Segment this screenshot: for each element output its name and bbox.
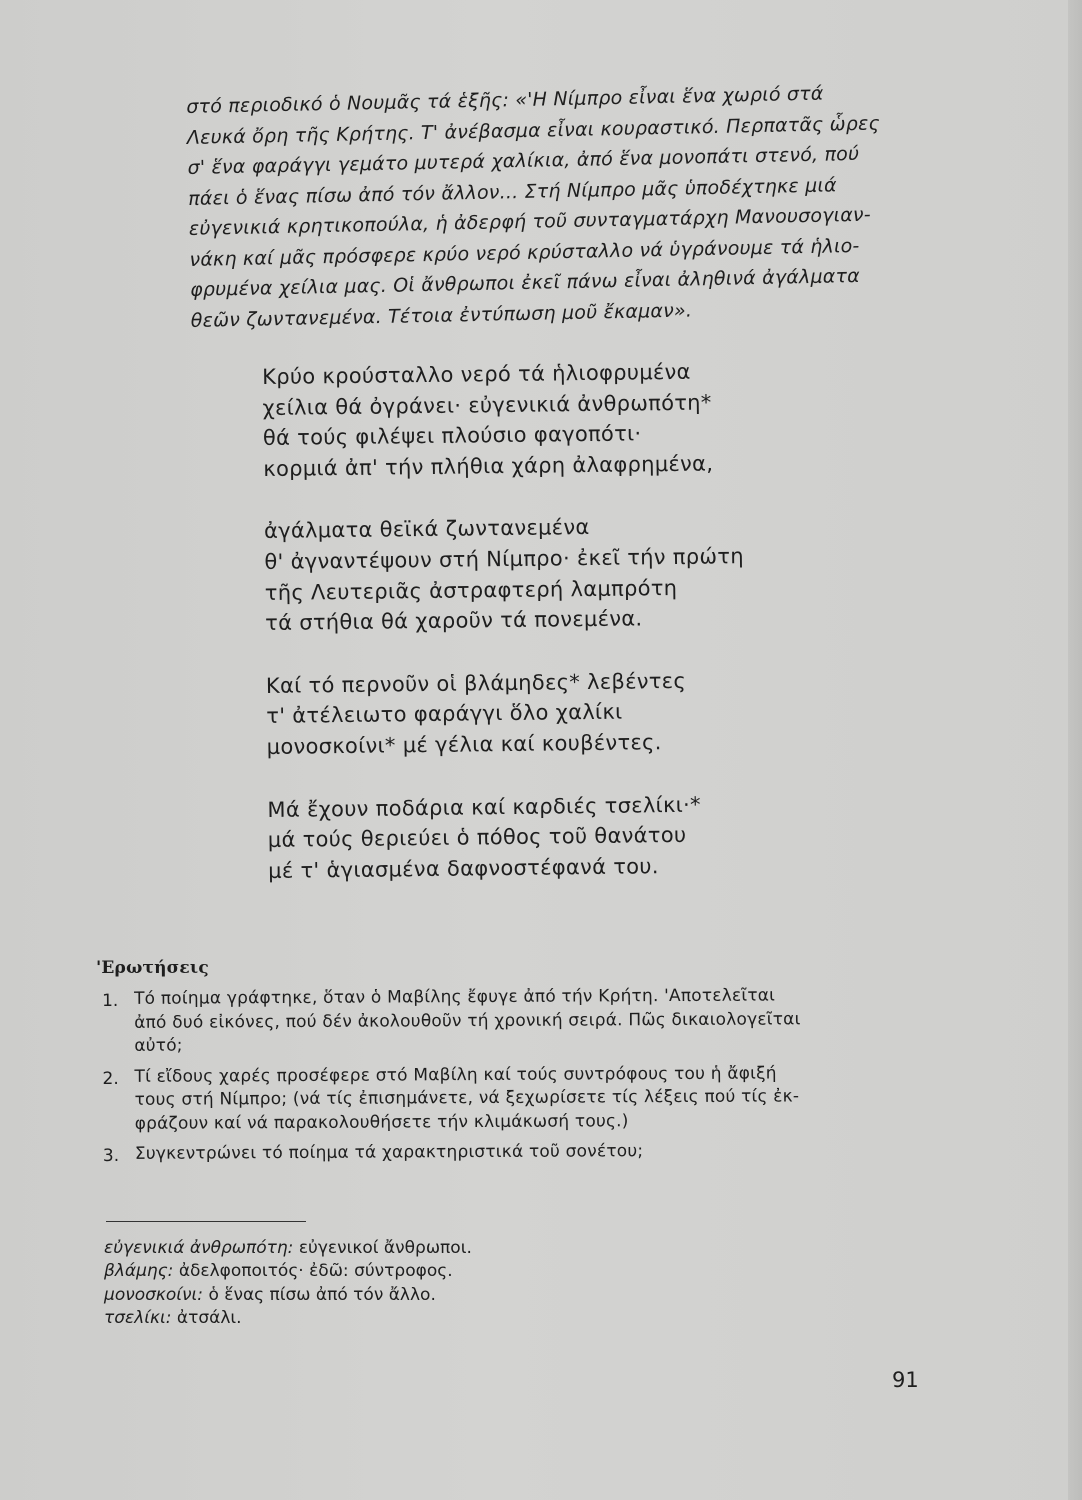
question-line: φράζουν καί νά παρακολουθήσετε τήν κλιμάκωσή τους.) (134, 1110, 629, 1134)
poem-line: θά τούς φιλέψει πλούσιο φαγοπότι· (262, 421, 642, 451)
question-line: αὐτό; (134, 1035, 183, 1056)
glossary-term: μονοσκοίνι: (104, 1284, 204, 1305)
poem-line: τῆς Λευτεριᾶς ἀστραφτερή λαμπρότη (264, 575, 678, 605)
glossary-entry (104, 1260, 804, 1283)
question-line: τους στή Νίμπρο; (νά τίς ἐπισημάνετε, νά ξεχωρίσετε τίς λέξεις πού τίς ἐκ- (134, 1086, 800, 1110)
poem-line: μά τούς θεριεύει ὁ πόθος τοῦ θανάτου (267, 822, 687, 853)
poem-line: μέ τ' ἁγιασμένα δαφνοστέφανά του. (268, 853, 659, 883)
question-number: 2. (102, 1068, 119, 1089)
poem-line: Μά ἔχουν ποδάρια καί καρδιές τσελίκι·* (267, 792, 702, 822)
question-item (103, 1139, 933, 1169)
question-number: 3. (102, 1145, 120, 1166)
poem-line: ἀγάλματα θεϊκά ζωντανεμένα (263, 515, 590, 544)
poem-line: κορμιά ἀπ' τήν πλήθια χάρη ἀλαφρημένα, (263, 451, 714, 481)
intro-line: σ' ἕνα φαράγγι γεμάτο μυτερά χαλίκια, ἀπό ἕνα μονοπάτι στενό, πού (187, 142, 860, 179)
intro-line: νάκη καί μᾶς πρόσφερε κρύο νερό κρύσταλλο νά ὑγράνουμε τά ἡλιο- (189, 234, 860, 271)
question-line: Συγκεντρώνει τό ποίημα τά χαρακτηριστικά τοῦ σονέτου; (134, 1141, 644, 1164)
question-line: Τί εἴδους χαρές προσέφερε στό Μαβίλη καί τούς συντρόφους του ἡ ἄφιξή (134, 1062, 777, 1087)
intro-line: πάει ὁ ἕνας πίσω ἀπό τόν ἄλλον... Στή Νίμπρο μᾶς ὑποδέχτηκε μιά (188, 173, 837, 210)
glossary-term: εὐγενικιά ἀνθρωπότη: (104, 1238, 294, 1258)
poem-line: τ' ἀτέλειωτο φαράγγι ὅλο χαλίκι (266, 699, 623, 729)
glossary-term: τσελίκι: (104, 1307, 172, 1328)
intro-paragraph (186, 77, 921, 336)
question-line: ἀπό δυό εἰκόνες, πού δέν ἀκολουθοῦν τή χρονική σειρά. Πῶς δικαιολογεῖται (134, 1008, 801, 1033)
question-line: Τό ποίημα γράφτηκε, ὅταν ὁ Μαβίλης ἔφυγε ἀπό τήν Κρήτη. 'Αποτελεῖται (134, 985, 776, 1009)
question-item (102, 1061, 932, 1136)
poem-line: Κρύο κρούσταλλο νερό τά ἡλιοφρυμένα (262, 359, 691, 389)
page-number: 91 (892, 1368, 919, 1392)
glossary-definition: ἀτσάλι. (176, 1307, 242, 1328)
glossary-footnotes (104, 1237, 804, 1330)
poem-line: χείλια θά ὀγράνει· εὐγενικιά ἀνθρωπότη* (262, 390, 712, 420)
questions-list (102, 984, 933, 1176)
footnote-divider (106, 1221, 306, 1222)
questions-heading: 'Ερωτήσεις (96, 958, 209, 978)
poem-line: τά στήθια θά χαροῦν τά πονεμένα. (265, 606, 643, 636)
stanza-3 (266, 664, 827, 763)
poem-line: θ' ἀγναντέψουν στή Νίμπρο· ἐκεῖ τήν πρώτη (264, 544, 744, 574)
intro-line: στό περιοδικό ὁ Νουμᾶς τά ἑξῆς: «'Η Νίμπρο εἶναι ἕνα χωριό στά (186, 82, 824, 118)
question-number: 1. (102, 990, 119, 1011)
poem (262, 355, 829, 918)
intro-line: φρυμένα χείλια μας. Οἱ ἄνθρωποι ἐκεῖ πάνω εἶναι ἀληθινά ἀγάλματα (189, 264, 861, 301)
poem-line: Καί τό περνοῦν οἱ βλάμηδες* λεβέντες (265, 668, 687, 698)
page-edge (1068, 0, 1082, 1500)
glossary-entry (104, 1307, 804, 1330)
stanza-2 (264, 510, 825, 639)
glossary-definition: εὐγενικοί ἄνθρωποι. (298, 1238, 472, 1258)
glossary-definition: ἀδελφοποιτός· ἐδῶ: σύντροφος. (178, 1261, 453, 1282)
intro-line: εὐγενικιά κρητικοπούλα, ἡ ἀδερφή τοῦ συνταγματάρχη Μανουσογιαν- (188, 203, 872, 240)
intro-line: θεῶν ζωντανεμένα. Τέτοια ἐντύπωση μοῦ ἔκαμαν». (190, 298, 693, 332)
stanza-1 (262, 355, 823, 484)
glossary-entry (104, 1237, 804, 1260)
intro-line: Λευκά ὄρη τῆς Κρήτης. Τ' ἀνέβασμα εἶναι κουραστικό. Περπατᾶς ὧρες (186, 111, 881, 149)
question-item (102, 984, 932, 1059)
glossary-entry (104, 1284, 804, 1307)
stanza-4 (267, 788, 828, 887)
glossary-term: βλάμης: (104, 1261, 174, 1282)
poem-line: μονοσκοίνι* μέ γέλια καί κουβέντες. (266, 730, 662, 759)
glossary-definition: ὁ ἕνας πίσω ἀπό τόν ἄλλο. (208, 1284, 436, 1305)
